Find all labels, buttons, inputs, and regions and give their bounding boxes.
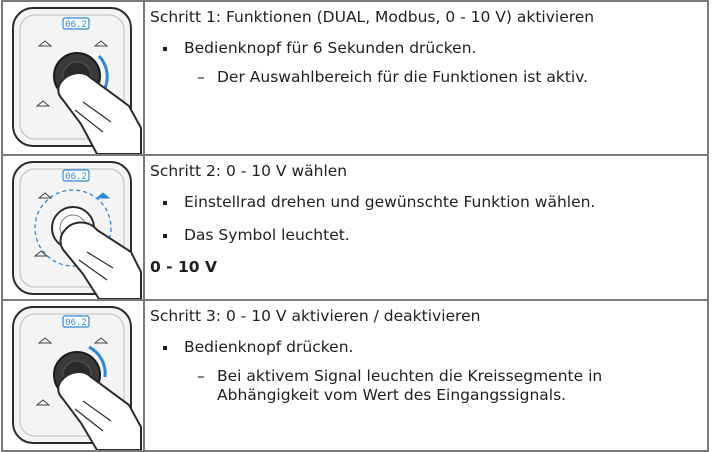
step-2-illustration-cell [2,155,144,300]
step-2-illustration [3,156,143,299]
step-1-illustration-cell [2,1,144,155]
step-2-text [144,155,708,300]
step-2-mode-label: 0 - 10 V [150,258,217,277]
controller-rotate-illustration [3,156,143,299]
step-3-illustration-cell [2,300,144,451]
step-1-bullet: Bedienknopf für 6 Sekunden drücken. [150,39,707,59]
step-2-bullet-2: Das Symbol leuchtet. [150,226,707,246]
controller-press-long-illustration [3,2,143,154]
step-1-sub-bullet: – Der Auswahlbereich für die Funktionen ist aktiv. [150,68,707,88]
step-3-title: Schritt 3: 0 - 10 V aktivieren / deaktivieren [150,307,481,325]
display-readout: 06.2 [65,172,87,182]
display-readout: 06.2 [65,20,87,30]
step-1-illustration [3,2,143,154]
step-3-bullet: Bedienknopf drücken. [150,338,707,358]
display-readout: 06.2 [65,318,87,328]
step-1-text [144,1,708,155]
step-2-bullet-1: Einstellrad drehen und gewünschte Funktion wählen. [150,193,707,213]
step-row-3 [2,300,708,451]
step-3-text [144,300,708,451]
step-3-illustration [3,301,143,450]
step-2-title: Schritt 2: 0 - 10 V wählen [150,162,348,180]
steps-table [1,0,709,452]
step-3-sub-bullet: – Bei aktivem Signal leuchten die Kreissegmente in Abhängigkeit vom Wert des Eingangssignals. [150,367,707,407]
step-row-2 [2,155,708,300]
step-row-1 [2,1,708,155]
controller-press-illustration [3,301,143,450]
step-1-title: Schritt 1: Funktionen (DUAL, Modbus, 0 - 10 V) aktivieren [150,8,595,26]
